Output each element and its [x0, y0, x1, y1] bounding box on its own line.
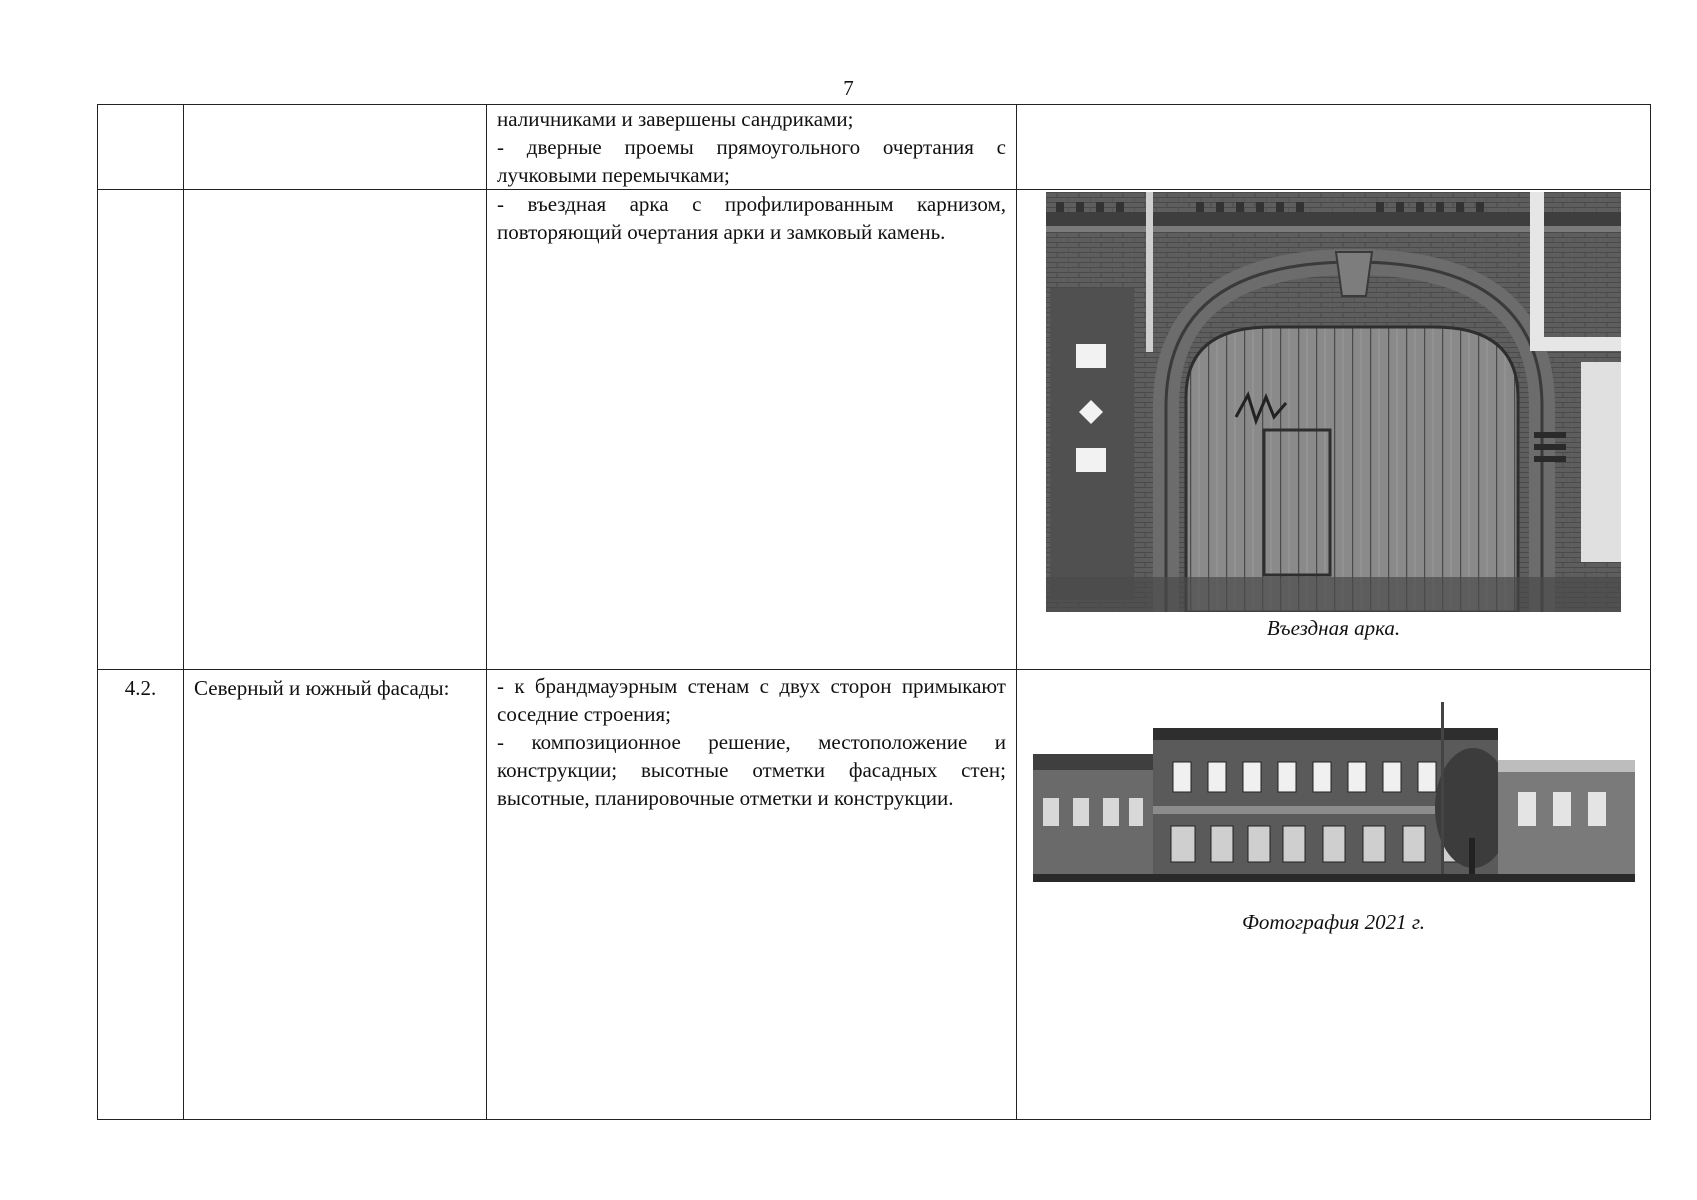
description-line: наличниками и завершены сандриками; [497, 107, 854, 131]
table-row [98, 670, 1651, 1120]
table-row [98, 105, 1651, 190]
element-name: Северный и южный фасады: [184, 670, 487, 1120]
element-description [487, 105, 1017, 190]
element-description [487, 190, 1017, 670]
element-description [487, 670, 1017, 1120]
element-name [184, 105, 487, 190]
photo-caption: Фотография 2021 г. [1241, 910, 1426, 934]
photo-caption: Въездная арка. [1266, 616, 1401, 640]
page-number: 7 [843, 76, 854, 100]
description-line: - въездная арка с профилированным карнизом, повторяющий очертания арки и замковый камень. [497, 192, 1006, 244]
facade-photo [1033, 688, 1635, 898]
row-number [98, 190, 184, 670]
element-name [184, 190, 487, 670]
heritage-table [97, 104, 1651, 1120]
photo-cell [1017, 670, 1651, 1120]
description-line: - к брандмауэрным стенам с двух сторон примыкают соседние строения; [497, 674, 1006, 726]
entrance-arch-photo [1046, 192, 1621, 612]
description-line: - композиционное решение, местоположение и конструкции; высотные отметки фасадных стен; высотные, планировочные отметки и конструкции. [497, 730, 1006, 810]
photo-cell [1017, 190, 1651, 670]
row-number [98, 105, 184, 190]
row-number: 4.2. [98, 670, 184, 1120]
description-line: - дверные проемы прямоугольного очертания с лучковыми перемычками; [497, 135, 1006, 187]
table-row [98, 190, 1651, 670]
photo-cell [1017, 105, 1651, 190]
